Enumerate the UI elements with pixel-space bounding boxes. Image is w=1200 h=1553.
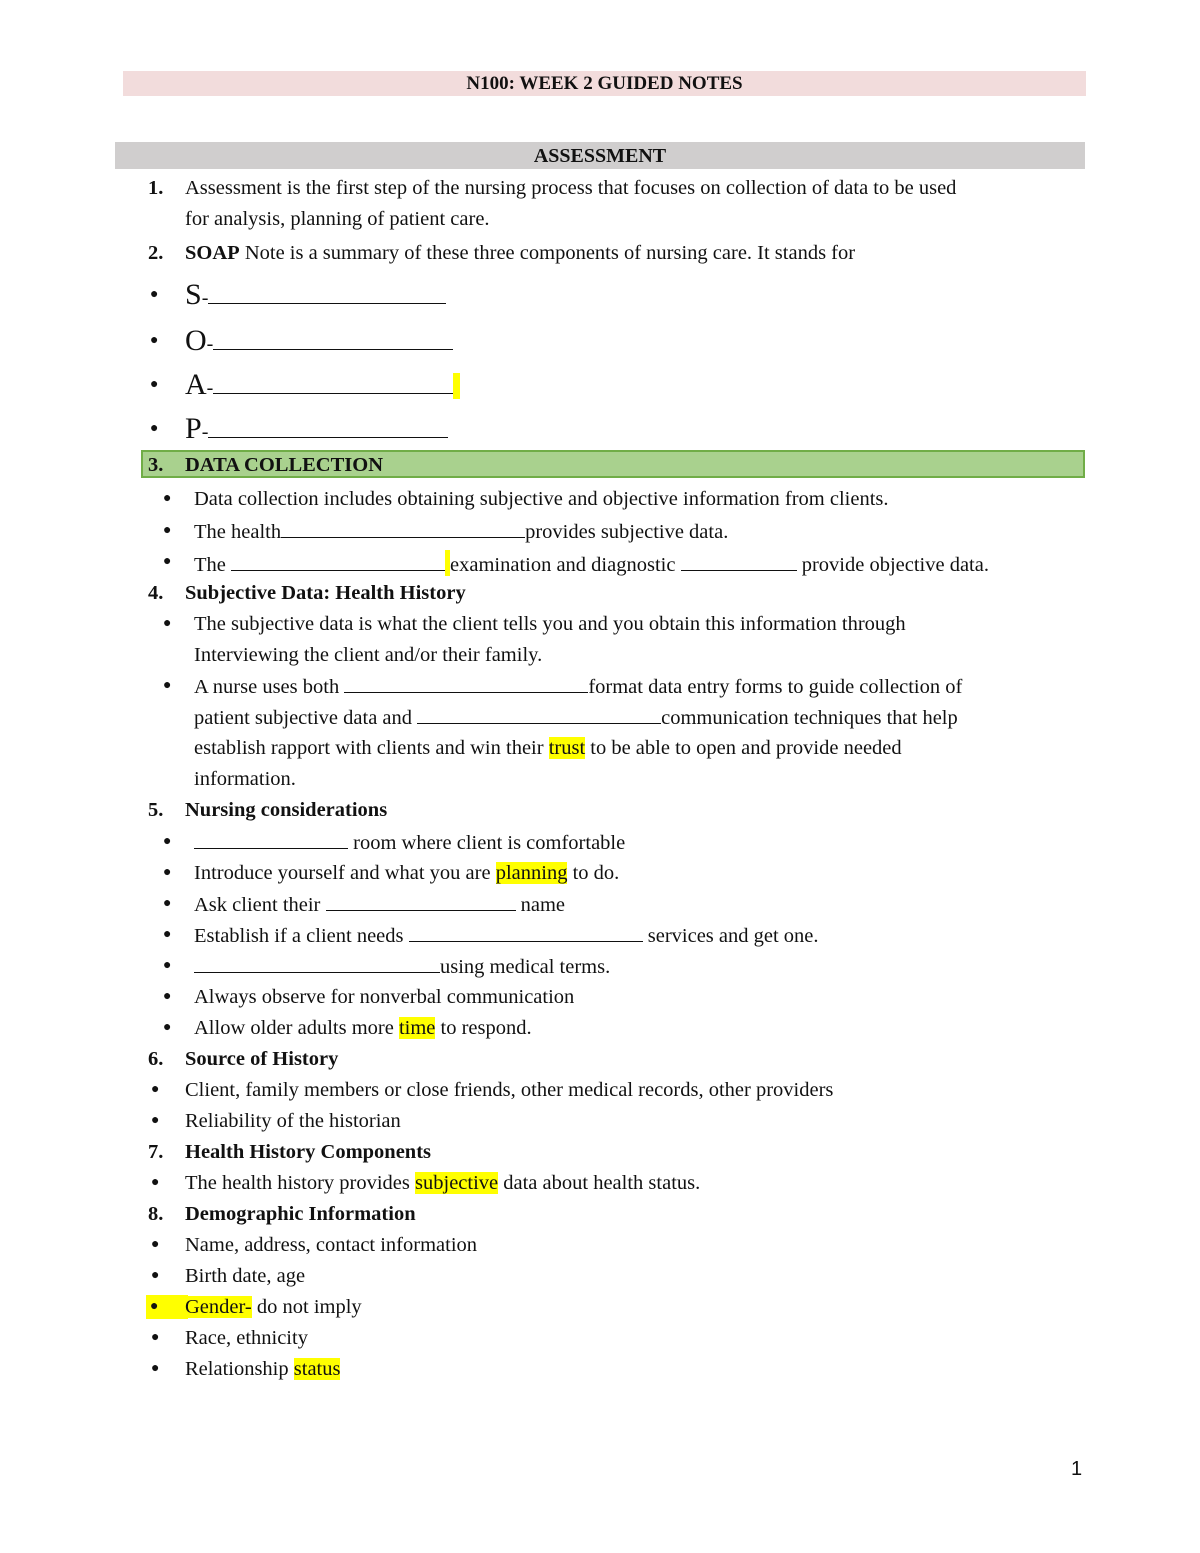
fill-in-blank[interactable] [208, 285, 446, 304]
soap-letter-p: P [185, 412, 202, 445]
item-number: 5. [148, 799, 164, 821]
item-5-bullet-6: Always observe for nonverbal communication [194, 986, 575, 1008]
text-segment: The health [194, 521, 282, 543]
fill-in-blank[interactable] [681, 552, 797, 571]
fill-in-blank[interactable] [326, 892, 516, 911]
text-segment: patient subjective data and [194, 707, 418, 729]
text-segment: The [194, 554, 231, 576]
text-segment: The health history provides [185, 1172, 416, 1194]
bullet-icon: ● [151, 1361, 160, 1376]
item-5-heading: Nursing considerations [185, 799, 388, 821]
document-title: N100: WEEK 2 GUIDED NOTES [123, 71, 1086, 96]
section-header-assessment: ASSESSMENT [115, 142, 1085, 169]
item-number: 8. [148, 1203, 164, 1225]
text-segment: Establish if a client needs [194, 925, 409, 947]
fill-in-blank[interactable] [213, 375, 453, 394]
item-5-bullet-7 [194, 1016, 532, 1040]
bullet-icon: ● [151, 1237, 160, 1252]
text-segment: Relationship [185, 1358, 294, 1380]
text-segment: provide objective data. [796, 554, 989, 576]
item-number: 1. [148, 177, 164, 199]
bullet-icon: ● [163, 958, 172, 973]
item-6-bullet-2: Reliability of the historian [185, 1110, 401, 1132]
bullet-icon: ● [150, 377, 159, 392]
soap-o-line [185, 324, 453, 361]
item-8-bullet-1: Name, address, contact information [185, 1234, 478, 1256]
item-1-text-line-1: Assessment is the first step of the nursing process that focuses on collection of data to be used [185, 177, 957, 199]
text-segment: communication techniques that help [661, 707, 958, 729]
text-segment: A nurse uses both [194, 676, 345, 698]
text-segment: Introduce yourself and what you are [194, 862, 496, 884]
text-segment: name [515, 894, 566, 916]
soap-letter-o: O [185, 324, 207, 357]
soap-s-line [185, 278, 446, 315]
soap-dash: - [201, 421, 209, 443]
item-5-bullet-5 [194, 954, 610, 979]
soap-dash: - [206, 333, 214, 355]
bullet-icon: ● [146, 1295, 188, 1319]
item-4-bullet-2-line-1 [194, 674, 962, 699]
item-2-text [185, 241, 855, 265]
text-segment: to be able to open and provide needed [585, 737, 902, 759]
item-8-bullet-4: Race, ethnicity [185, 1327, 308, 1349]
highlighted-word: subjective [415, 1172, 499, 1194]
fill-in-blank[interactable] [194, 954, 440, 973]
soap-p-line [185, 412, 448, 449]
fill-in-blank[interactable] [417, 705, 661, 724]
fill-in-blank[interactable] [231, 552, 445, 571]
item-8-heading: Demographic Information [185, 1203, 416, 1225]
text-segment: data about health status. [498, 1172, 701, 1194]
item-number: 4. [148, 582, 164, 604]
bullet-icon: ● [163, 616, 172, 631]
fill-in-blank[interactable] [344, 674, 588, 693]
text-segment: Ask client their [194, 894, 326, 916]
highlighted-word: status [293, 1358, 341, 1380]
bullet-icon: ● [151, 1082, 160, 1097]
bullet-icon: ● [163, 491, 172, 506]
bullet-icon: ● [163, 1020, 172, 1035]
item-number: 6. [148, 1048, 164, 1070]
fill-in-blank[interactable] [409, 923, 643, 942]
fill-in-blank[interactable] [194, 830, 348, 849]
item-1-text-line-2: for analysis, planning of patient care. [185, 208, 490, 230]
item-number: 3. [148, 454, 164, 476]
item-4-bullet-2-line-2 [194, 705, 958, 730]
text-segment: do not imply [251, 1296, 362, 1318]
item-4-bullet-1-line-2: Interviewing the client and/or their family. [194, 644, 543, 666]
item-7-heading: Health History Components [185, 1141, 431, 1163]
bullet-icon: ● [163, 523, 172, 538]
text-segment: using medical terms. [440, 956, 611, 978]
item-4-bullet-2-line-3 [194, 736, 902, 760]
fill-in-blank[interactable] [213, 331, 453, 350]
bullet-icon: ● [150, 421, 159, 436]
soap-letter-s: S [185, 278, 202, 311]
text-segment: establish rapport with clients and win their [194, 737, 549, 759]
text-segment: format data entry forms to guide collection of [588, 676, 963, 698]
text-segment: Allow older adults more [194, 1017, 399, 1039]
item-8-bullet-2: Birth date, age [185, 1265, 306, 1287]
item-7-bullet-1 [185, 1171, 700, 1195]
soap-a-line [185, 368, 460, 405]
item-number: 2. [148, 242, 164, 264]
page-number: 1 [1071, 1458, 1083, 1480]
text-segment: provides subjective data. [525, 521, 729, 543]
item-4-bullet-2-line-4: information. [194, 768, 296, 790]
item-8-bullet-5 [185, 1357, 340, 1381]
bullet-icon: ● [151, 1268, 160, 1283]
bullet-icon: ● [163, 678, 172, 693]
bullet-icon: ● [151, 1113, 160, 1128]
bullet-icon: ● [163, 834, 172, 849]
highlighted-word: planning [495, 862, 568, 884]
item-3-bullet-3 [194, 550, 989, 577]
bullet-icon: ● [151, 1175, 160, 1190]
item-6-heading: Source of History [185, 1048, 339, 1070]
text-segment: room where client is comfortable [348, 832, 626, 854]
item-2-rest: Note is a summary of these three components of nursing care. It stands for [239, 242, 856, 264]
item-6-bullet-1: Client, family members or close friends, other medical records, other providers [185, 1079, 834, 1101]
soap-label: SOAP [185, 242, 240, 264]
soap-dash: - [201, 287, 209, 309]
item-5-bullet-2 [194, 861, 619, 885]
item-3-bullet-2 [194, 519, 728, 544]
highlighted-word: trust [548, 737, 586, 759]
soap-dash: - [206, 377, 214, 399]
fill-in-blank[interactable] [281, 519, 525, 538]
item-4-bullet-1-line-1: The subjective data is what the client tells you and you obtain this information through [194, 613, 906, 635]
text-segment: services and get one. [642, 925, 819, 947]
item-5-bullet-4 [194, 923, 819, 948]
item-5-bullet-1 [194, 830, 625, 855]
item-8-bullet-3 [185, 1295, 362, 1319]
item-number: 7. [148, 1141, 164, 1163]
item-3-heading: DATA COLLECTION [185, 454, 384, 476]
item-5-bullet-3 [194, 892, 565, 917]
fill-in-blank[interactable] [208, 419, 448, 438]
bullet-icon: ● [150, 333, 159, 348]
bullet-icon: ● [150, 287, 159, 302]
bullet-icon: ● [163, 896, 172, 911]
bullet-icon: ● [163, 989, 172, 1004]
text-segment: examination and diagnostic [450, 554, 681, 576]
highlighted-word: time [398, 1017, 436, 1039]
text-segment: to respond. [435, 1017, 532, 1039]
soap-letter-a: A [185, 368, 207, 401]
highlight-mark [453, 373, 460, 399]
item-4-heading: Subjective Data: Health History [185, 582, 466, 604]
text-segment: to do. [567, 862, 620, 884]
bullet-icon: ● [151, 1330, 160, 1345]
bullet-icon: ● [163, 865, 172, 880]
bullet-icon: ● [163, 554, 172, 569]
item-3-bullet-1: Data collection includes obtaining subjective and objective information from clients. [194, 488, 889, 510]
bullet-icon: ● [163, 927, 172, 942]
highlighted-word: Gender- [185, 1296, 252, 1318]
